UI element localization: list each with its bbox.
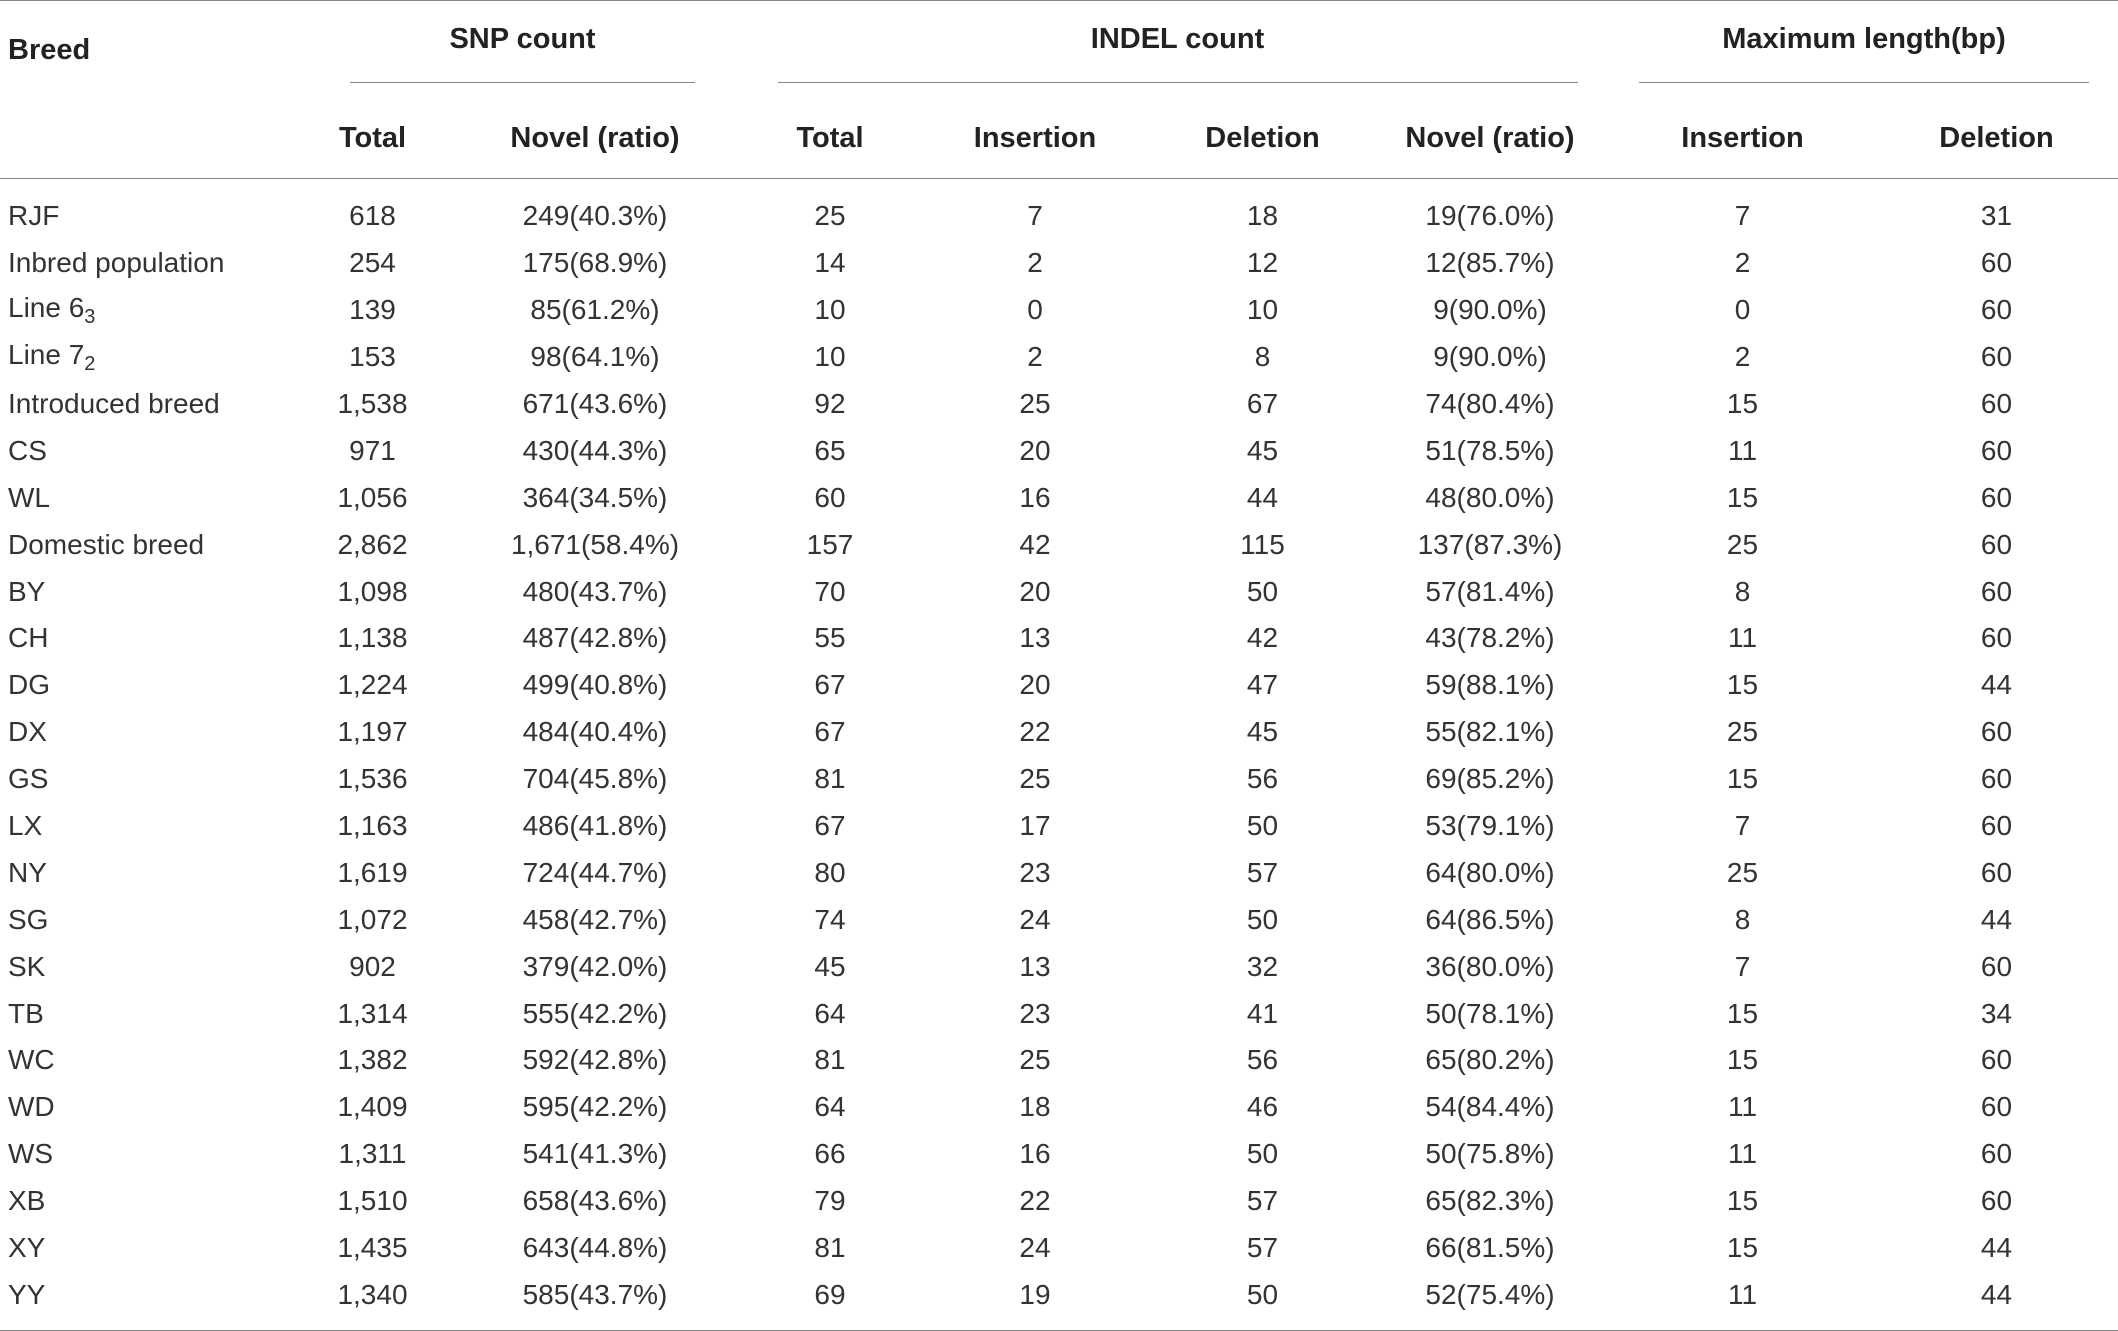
indel-deletion-cell: 67 (1246, 388, 1279, 419)
maxlen-deletion-cell: 60 (1980, 528, 2013, 560)
indel-deletion-cell: 10 (1246, 294, 1279, 326)
snp-novel-header: Novel (ratio) (445, 99, 745, 179)
breed-cell (0, 943, 300, 990)
maxlen-insertion-cell: 8 (1734, 575, 1751, 607)
indel-novel-cell: 54(84.4%) (1425, 1091, 1555, 1123)
maxlen-deletion-cell: 44 (1980, 903, 2013, 935)
breed-cell (0, 568, 300, 615)
maxlen-deletion-cell: 60 (1980, 856, 2013, 888)
table-row (0, 1271, 2118, 1330)
snp-novel-cell: 379(42.0%) (522, 950, 668, 982)
maxlen-deletion-cell: 60 (1980, 341, 2013, 373)
indel-total-cell: 67 (814, 669, 846, 701)
indel-total-cell: 74 (814, 903, 846, 935)
maxlen-insertion-cell: 11 (1610, 1271, 1875, 1330)
indel-total-cell: 10 (814, 294, 846, 326)
table-row (0, 1131, 2118, 1178)
snp-novel-cell: 595(42.2%) (522, 1091, 668, 1123)
max-length-group-header (1610, 1, 2118, 100)
indel-total-cell: 66 (814, 1138, 846, 1170)
maxlen-deletion-cell: 31 (1980, 200, 2013, 232)
indel-novel-cell: 9(90.0%) (1433, 294, 1547, 326)
indel-insertion-header: Insertion (915, 99, 1155, 179)
indel-deletion-cell: 8 (1254, 341, 1271, 373)
table-row (0, 990, 2118, 1037)
table-row (0, 179, 2118, 240)
breed-name: LX (8, 810, 43, 842)
snp-novel-cell: 555(42.2%) (522, 997, 668, 1029)
snp-total-cell: 902 (349, 950, 396, 982)
indel-insertion-cell: 13 (1019, 950, 1051, 982)
maxlen-insertion-cell: 15 (1726, 481, 1759, 513)
snp-count-group-header (300, 1, 745, 100)
snp-novel-cell: 643(44.8%) (522, 1232, 668, 1264)
indel-insertion-cell: 13 (1019, 622, 1051, 654)
indel-novel-cell: 65(82.3%) (1425, 1185, 1555, 1217)
header-row-columns (0, 99, 2118, 179)
maxlen-deletion-cell: 34 (1980, 997, 2013, 1029)
indel-total-cell: 67 (814, 810, 846, 842)
breed-name: Introduced breed (8, 388, 220, 419)
breed-name: TB (8, 997, 44, 1029)
maxlen-insertion-cell: 7 (1734, 810, 1751, 842)
breed-cell (0, 1178, 300, 1225)
indel-total-cell: 81 (814, 763, 846, 795)
snp-total-cell: 1,538 (337, 388, 408, 419)
snp-total-cell: 1,382 (337, 1044, 408, 1076)
indel-total-cell: 65 (814, 434, 846, 466)
maxlen-insertion-cell: 15 (1726, 997, 1759, 1029)
breed-cell (0, 756, 300, 803)
table-row (0, 803, 2118, 850)
breed-name: BY (8, 575, 46, 607)
snp-total-cell: 1,510 (337, 1185, 408, 1217)
maxlen-insertion-cell: 0 (1734, 294, 1751, 326)
snp-novel-cell: 499(40.8%) (522, 669, 668, 701)
indel-insertion-cell: 0 (1027, 294, 1043, 326)
breed-name: CS (8, 434, 47, 466)
indel-total-cell: 69 (745, 1271, 915, 1330)
snp-total-header: Total (300, 99, 445, 179)
snp-total-cell: 618 (349, 200, 396, 232)
indel-novel-header: Novel (ratio) (1370, 99, 1610, 179)
table-row (0, 849, 2118, 896)
maxlen-insertion-cell: 7 (1734, 950, 1751, 982)
indel-novel-cell: 74(80.4%) (1425, 388, 1555, 419)
breed-name: NY (8, 856, 47, 888)
snp-novel-cell: 658(43.6%) (522, 1185, 668, 1217)
snp-novel-cell: 364(34.5%) (522, 481, 668, 513)
snp-novel-cell: 249(40.3%) (522, 200, 668, 232)
indel-total-cell: 45 (814, 950, 846, 982)
indel-insertion-cell: 22 (1019, 1185, 1051, 1217)
max-length-label: Maximum length(bp) (1722, 23, 2006, 55)
indel-count-group-header (745, 1, 1610, 100)
breed-name: WS (8, 1138, 54, 1170)
indel-deletion-header: Deletion (1155, 99, 1370, 179)
indel-group-wrap (778, 23, 1578, 83)
snp-novel-cell: 1,671(58.4%) (510, 528, 680, 560)
breed-name: Line 7 (8, 338, 85, 370)
breed-cell (0, 1084, 300, 1131)
indel-deletion-cell: 47 (1246, 669, 1279, 701)
breed-cell (0, 896, 300, 943)
indel-insertion-cell: 20 (1019, 434, 1051, 466)
maxlen-deletion-cell: 60 (1980, 1185, 2013, 1217)
indel-deletion-cell: 50 (1246, 903, 1279, 935)
indel-deletion-cell: 32 (1246, 950, 1279, 982)
indel-deletion-cell: 41 (1246, 997, 1279, 1029)
table-row (0, 1178, 2118, 1225)
indel-deletion-cell: 46 (1246, 1091, 1279, 1123)
maxlen-insertion-cell: 25 (1726, 716, 1759, 748)
indel-deletion-cell: 50 (1246, 1138, 1279, 1170)
maxlen-deletion-cell: 60 (1980, 388, 2013, 419)
snp-total-cell: 1,072 (337, 903, 408, 935)
indel-total-cell: 81 (814, 1044, 846, 1076)
indel-insertion-cell: 2 (1027, 247, 1043, 279)
breed-name: SK (8, 950, 46, 982)
indel-novel-cell: 50(75.8%) (1425, 1138, 1555, 1170)
table-row (0, 756, 2118, 803)
snp-total-cell: 2,862 (337, 528, 408, 560)
breed-cell (0, 615, 300, 662)
table-row (0, 474, 2118, 521)
breed-name: WD (8, 1091, 55, 1123)
snp-novel-cell: 484(40.4%) (522, 716, 668, 748)
snp-novel-cell: 98(64.1%) (530, 341, 660, 373)
snp-total-cell: 1,314 (337, 997, 408, 1029)
breed-cell (0, 662, 300, 709)
indel-total-cell: 70 (814, 575, 846, 607)
indel-insertion-cell: 20 (1019, 575, 1051, 607)
snp-novel-cell: 487(42.8%) (522, 622, 668, 654)
table-row (0, 1225, 2118, 1272)
breed-name: GS (8, 763, 49, 795)
snp-total-cell: 1,409 (337, 1091, 408, 1123)
indel-insertion-cell: 19 (915, 1271, 1155, 1330)
maxlen-deletion-cell: 44 (1980, 1232, 2013, 1264)
maxlen-insertion-cell: 7 (1734, 200, 1751, 232)
table-row (0, 615, 2118, 662)
breed-cell (0, 334, 300, 381)
breed-cell (0, 709, 300, 756)
indel-total-cell: 79 (814, 1185, 846, 1217)
snp-total-cell: 1,311 (338, 1138, 407, 1170)
indel-novel-cell: 19(76.0%) (1425, 200, 1555, 232)
indel-insertion-cell: 24 (1019, 903, 1051, 935)
indel-novel-cell: 59(88.1%) (1425, 669, 1555, 701)
indel-novel-cell: 52(75.4%) (1370, 1271, 1610, 1330)
indel-novel-cell: 50(78.1%) (1425, 997, 1555, 1029)
snp-count-label: SNP count (449, 23, 596, 55)
indel-insertion-cell: 2 (1027, 341, 1043, 373)
snp-novel-cell: 704(45.8%) (522, 763, 668, 795)
snp-total-cell: 1,340 (300, 1271, 445, 1330)
indel-deletion-cell: 57 (1246, 1185, 1279, 1217)
indel-deletion-cell: 42 (1246, 622, 1279, 654)
indel-total-cell: 60 (814, 481, 846, 513)
snp-total-cell: 1,224 (337, 669, 408, 701)
indel-deletion-cell: 56 (1246, 763, 1279, 795)
breed-cell (0, 1271, 300, 1330)
snp-novel-cell: 175(68.9%) (522, 247, 668, 279)
table-row (0, 287, 2118, 334)
maxlen-insertion-cell: 15 (1726, 669, 1759, 701)
maxlen-deletion-cell: 60 (1980, 950, 2013, 982)
snp-total-cell: 1,536 (337, 763, 408, 795)
maxlen-insertion-cell: 15 (1726, 763, 1759, 795)
table-row (0, 1037, 2118, 1084)
indel-insertion-cell: 23 (1019, 856, 1051, 888)
maxlen-deletion-cell: 60 (1980, 622, 2013, 654)
maxlen-insertion-cell: 15 (1726, 1044, 1759, 1076)
maxlen-insertion-cell: 11 (1727, 1091, 1758, 1123)
maxlen-deletion-cell: 44 (1980, 669, 2013, 701)
breed-name: DG (8, 669, 50, 701)
breed-name: Inbred population (8, 247, 225, 279)
breed-header-spacer (0, 99, 300, 179)
table-row (0, 896, 2118, 943)
breed-name: XB (8, 1185, 46, 1217)
snp-total-cell: 139 (349, 294, 396, 326)
table-row (0, 240, 2118, 287)
breed-name: DX (8, 716, 47, 748)
maxlen-deletion-cell: 60 (1980, 247, 2013, 279)
indel-insertion-cell: 17 (1019, 810, 1051, 842)
indel-insertion-cell: 18 (1019, 1091, 1051, 1123)
maxlen-insertion-cell: 25 (1726, 856, 1759, 888)
indel-deletion-cell: 45 (1246, 434, 1279, 466)
breed-name: Domestic breed (8, 528, 205, 560)
indel-novel-cell: 65(80.2%) (1425, 1044, 1555, 1076)
indel-novel-cell: 43(78.2%) (1425, 622, 1555, 654)
indel-insertion-cell: 16 (1019, 1138, 1051, 1170)
breed-column-header: Breed (8, 33, 91, 66)
maxlen-deletion-cell: 60 (1980, 1044, 2013, 1076)
maxlen-deletion-cell: 44 (1875, 1271, 2118, 1330)
breed-subscript: 2 (84, 352, 96, 375)
indel-deletion-cell: 45 (1246, 716, 1279, 748)
snp-total-cell: 1,138 (337, 622, 408, 654)
maxlen-insertion-cell: 11 (1727, 434, 1758, 466)
indel-total-cell: 67 (814, 716, 846, 748)
snp-novel-cell: 480(43.7%) (522, 575, 668, 607)
indel-novel-cell: 137(87.3%) (1417, 528, 1563, 560)
snp-total-cell: 1,619 (337, 856, 408, 888)
indel-novel-cell: 57(81.4%) (1425, 575, 1555, 607)
maxlen-group-wrap (1639, 23, 2089, 83)
indel-insertion-cell: 25 (1019, 763, 1051, 795)
maxlen-deletion-cell: 60 (1980, 575, 2013, 607)
table-row (0, 381, 2118, 428)
maxlen-insertion-cell: 15 (1726, 1185, 1759, 1217)
maxlen-insertion-cell: 11 (1727, 1138, 1758, 1170)
maxlen-insertion-header: Insertion (1610, 99, 1875, 179)
breed-cell (0, 990, 300, 1037)
maxlen-deletion-cell: 60 (1980, 1091, 2013, 1123)
indel-total-cell: 10 (814, 341, 846, 373)
snp-group-wrap (350, 23, 695, 83)
indel-total-cell: 55 (814, 622, 846, 654)
indel-novel-cell: 69(85.2%) (1425, 763, 1555, 795)
indel-total-cell: 92 (814, 388, 846, 419)
snp-novel-cell: 458(42.7%) (522, 903, 668, 935)
snp-novel-cell: 724(44.7%) (522, 856, 668, 888)
indel-total-header: Total (745, 99, 915, 179)
indel-insertion-cell: 42 (1019, 528, 1051, 560)
maxlen-deletion-cell: 60 (1980, 810, 2013, 842)
maxlen-deletion-cell: 60 (1980, 481, 2013, 513)
snp-novel-cell: 85(61.2%) (530, 294, 660, 326)
breed-cell (0, 1131, 300, 1178)
maxlen-group-underline (1639, 82, 2089, 83)
snp-novel-cell: 592(42.8%) (522, 1044, 668, 1076)
indel-novel-cell: 9(90.0%) (1433, 341, 1547, 373)
breed-cell (0, 803, 300, 850)
header-row-groups (0, 1, 2118, 100)
indel-count-label: INDEL count (1090, 23, 1265, 55)
snp-novel-cell: 541(41.3%) (522, 1138, 668, 1170)
indel-novel-cell: 51(78.5%) (1425, 434, 1555, 466)
indel-total-cell: 80 (814, 856, 846, 888)
snp-total-cell: 971 (349, 434, 396, 466)
indel-total-cell: 64 (814, 1091, 846, 1123)
breed-name: RJF (8, 200, 60, 232)
indel-novel-cell: 48(80.0%) (1425, 481, 1555, 513)
maxlen-deletion-cell: 60 (1980, 1138, 2013, 1170)
maxlen-deletion-cell: 60 (1980, 294, 2013, 326)
snp-total-cell: 1,056 (337, 481, 408, 513)
indel-insertion-cell: 23 (1019, 997, 1051, 1029)
breed-cell (0, 1225, 300, 1272)
breed-cell (0, 1037, 300, 1084)
breed-cell (0, 427, 300, 474)
breed-subscript: 3 (84, 305, 96, 328)
breed-cell (0, 240, 300, 287)
maxlen-insertion-cell: 25 (1726, 528, 1759, 560)
indel-deletion-cell: 18 (1246, 200, 1279, 232)
breed-name: XY (8, 1232, 46, 1264)
table-row (0, 1084, 2118, 1131)
snp-total-cell: 1,163 (337, 810, 408, 842)
table-row (0, 521, 2118, 568)
indel-novel-cell: 55(82.1%) (1425, 716, 1555, 748)
indel-novel-cell: 36(80.0%) (1425, 950, 1555, 982)
maxlen-insertion-cell: 15 (1726, 1232, 1759, 1264)
indel-deletion-cell: 57 (1246, 856, 1279, 888)
table-body (0, 179, 2118, 1331)
table-row (0, 427, 2118, 474)
breed-cell (0, 179, 300, 240)
indel-deletion-cell: 56 (1246, 1044, 1279, 1076)
snp-novel-cell: 671(43.6%) (522, 388, 668, 419)
indel-total-cell: 64 (814, 997, 846, 1029)
indel-novel-cell: 64(80.0%) (1425, 856, 1555, 888)
indel-insertion-cell: 16 (1019, 481, 1051, 513)
snp-total-cell: 1,098 (337, 575, 408, 607)
breed-name: WC (8, 1044, 55, 1076)
indel-novel-cell: 12(85.7%) (1425, 247, 1555, 279)
indel-deletion-cell: 50 (1246, 810, 1279, 842)
breed-name: CH (8, 622, 49, 654)
table-row (0, 662, 2118, 709)
indel-deletion-cell: 50 (1155, 1271, 1370, 1330)
indel-insertion-cell: 22 (1019, 716, 1051, 748)
indel-novel-cell: 64(86.5%) (1425, 903, 1555, 935)
indel-insertion-cell: 24 (1019, 1232, 1051, 1264)
maxlen-deletion-cell: 60 (1980, 434, 2013, 466)
indel-total-cell: 25 (814, 200, 846, 232)
indel-novel-cell: 53(79.1%) (1425, 810, 1555, 842)
indel-deletion-cell: 115 (1240, 528, 1285, 560)
indel-insertion-cell: 7 (1027, 200, 1043, 232)
maxlen-insertion-cell: 11 (1727, 622, 1758, 654)
indel-total-cell: 157 (806, 528, 854, 560)
maxlen-deletion-cell: 60 (1980, 763, 2013, 795)
snp-total-cell: 1,197 (337, 716, 408, 748)
breed-name: WL (8, 481, 50, 513)
indel-deletion-cell: 57 (1246, 1232, 1279, 1264)
snp-novel-cell: 585(43.7%) (445, 1271, 745, 1330)
indel-total-cell: 81 (814, 1232, 846, 1264)
breed-cell (0, 849, 300, 896)
snp-total-cell: 1,435 (337, 1232, 408, 1264)
snp-total-cell: 153 (349, 341, 396, 373)
maxlen-deletion-header: Deletion (1875, 99, 2118, 179)
breed-name: YY (8, 1278, 46, 1310)
breed-cell (0, 287, 300, 334)
table-row (0, 334, 2118, 381)
maxlen-insertion-cell: 2 (1734, 247, 1751, 279)
indel-total-cell: 14 (814, 247, 846, 279)
maxlen-insertion-cell: 8 (1734, 903, 1751, 935)
indel-group-underline (778, 82, 1578, 83)
table-row (0, 709, 2118, 756)
maxlen-deletion-cell: 60 (1980, 716, 2013, 748)
indel-insertion-cell: 20 (1019, 669, 1051, 701)
maxlen-insertion-cell: 2 (1734, 341, 1751, 373)
breed-cell (0, 474, 300, 521)
breed-name: Line 6 (8, 291, 85, 323)
snp-novel-cell: 430(44.3%) (522, 434, 668, 466)
table-row (0, 568, 2118, 615)
snp-group-underline (350, 82, 695, 83)
snp-total-cell: 254 (349, 247, 396, 279)
breed-cell (0, 381, 300, 428)
snp-novel-cell: 486(41.8%) (522, 810, 668, 842)
breed-cell (0, 521, 300, 568)
indel-novel-cell: 66(81.5%) (1425, 1232, 1555, 1264)
indel-insertion-cell: 25 (1019, 1044, 1051, 1076)
indel-deletion-cell: 44 (1246, 481, 1279, 513)
table-row (0, 943, 2118, 990)
indel-deletion-cell: 12 (1246, 247, 1279, 279)
maxlen-insertion-cell: 15 (1726, 388, 1759, 419)
indel-deletion-cell: 50 (1246, 575, 1279, 607)
indel-insertion-cell: 25 (1019, 388, 1051, 419)
breed-name: SG (8, 903, 49, 935)
